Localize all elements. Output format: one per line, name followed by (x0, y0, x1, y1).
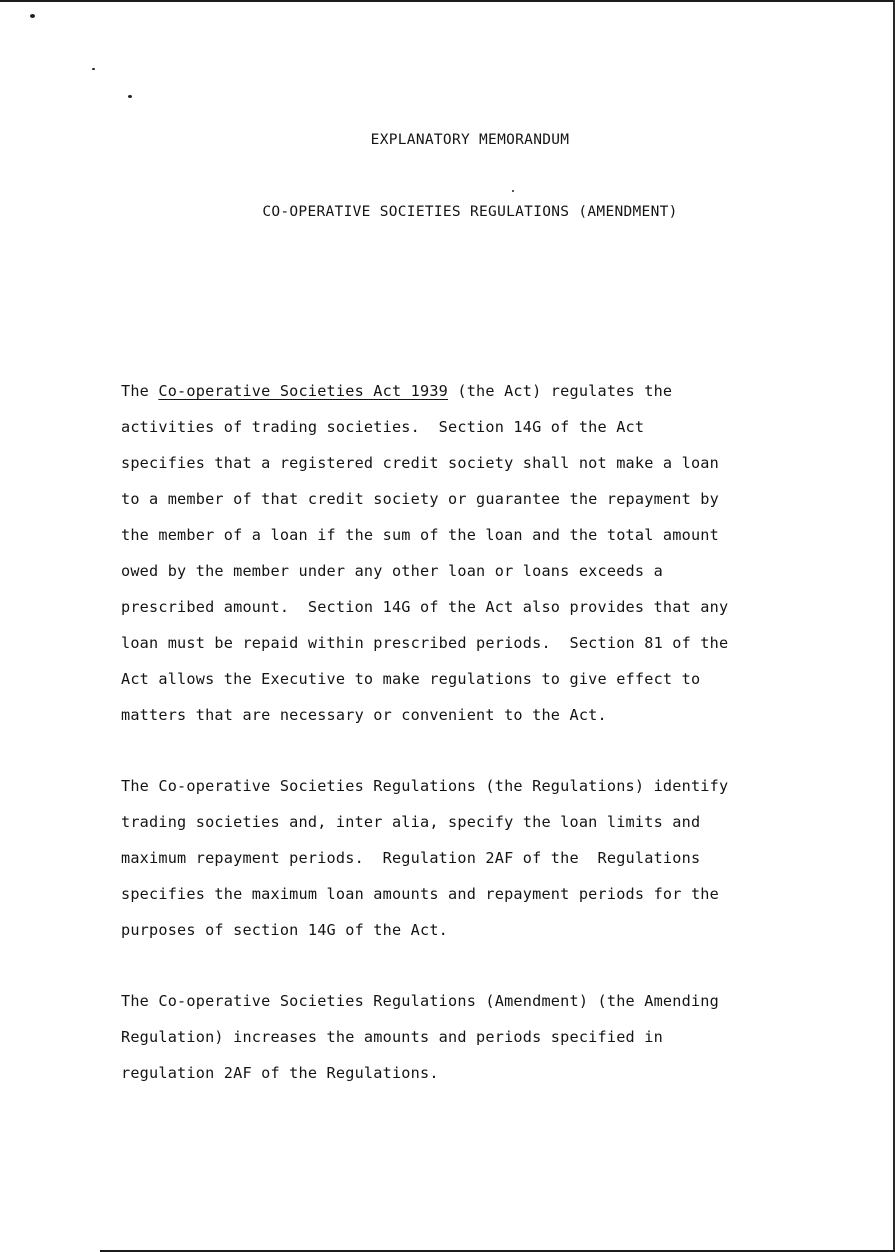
scan-edge-top (0, 0, 895, 2)
paragraph-line: matters that are necessary or convenient to the Act. (121, 706, 607, 724)
paragraph-line: loan must be repaid within prescribed periods. Section 81 of the (121, 634, 729, 652)
memo-subtitle: CO-OPERATIVE SOCIETIES REGULATIONS (AMENDMENT) (262, 204, 678, 220)
paragraph-line: The Co-operative Societies Regulations (the Regulations) identify (121, 777, 729, 795)
paragraph-line: purposes of section 14G of the Act. (121, 921, 449, 939)
paragraph-line: maximum repayment periods. Regulation 2AF of the Regulations (121, 849, 701, 867)
paragraph-line: owed by the member under any other loan or loans exceeds a (121, 562, 663, 580)
paragraph-line: prescribed amount. Section 14G of the Act also provides that any (121, 598, 729, 616)
paragraph-1 (121, 373, 841, 733)
paragraph-2 (121, 768, 841, 948)
paragraph-line: specifies the maximum loan amounts and repayment periods for the (121, 885, 719, 903)
paragraph-line: regulation 2AF of the Regulations. (121, 1064, 439, 1082)
paragraph-3 (121, 983, 841, 1091)
line-text: (the Act) regulates the (448, 382, 673, 400)
paragraph-line: The Co-operative Societies Regulations (Amendment) (the Amending (121, 992, 719, 1010)
scan-speck (30, 14, 35, 18)
paragraph-line: trading societies and, inter alia, specify the loan limits and (121, 813, 701, 831)
scan-speck (512, 190, 514, 192)
paragraph-line (121, 373, 841, 409)
scan-speck (92, 68, 95, 70)
paragraph-line: to a member of that credit society or guarantee the repayment by (121, 490, 719, 508)
scan-speck (128, 95, 132, 98)
memo-title: EXPLANATORY MEMORANDUM (370, 132, 570, 148)
paragraph-line: Regulation) increases the amounts and periods specified in (121, 1028, 663, 1046)
act-title-link: Co-operative Societies Act 1939 (158, 382, 449, 400)
line-text: The (121, 382, 159, 400)
paragraph-line: activities of trading societies. Section 14G of the Act (121, 418, 645, 436)
paragraph-line: the member of a loan if the sum of the loan and the total amount (121, 526, 719, 544)
paragraph-line: Act allows the Executive to make regulations to give effect to (121, 670, 701, 688)
paragraph-line: specifies that a registered credit society shall not make a loan (121, 454, 719, 472)
